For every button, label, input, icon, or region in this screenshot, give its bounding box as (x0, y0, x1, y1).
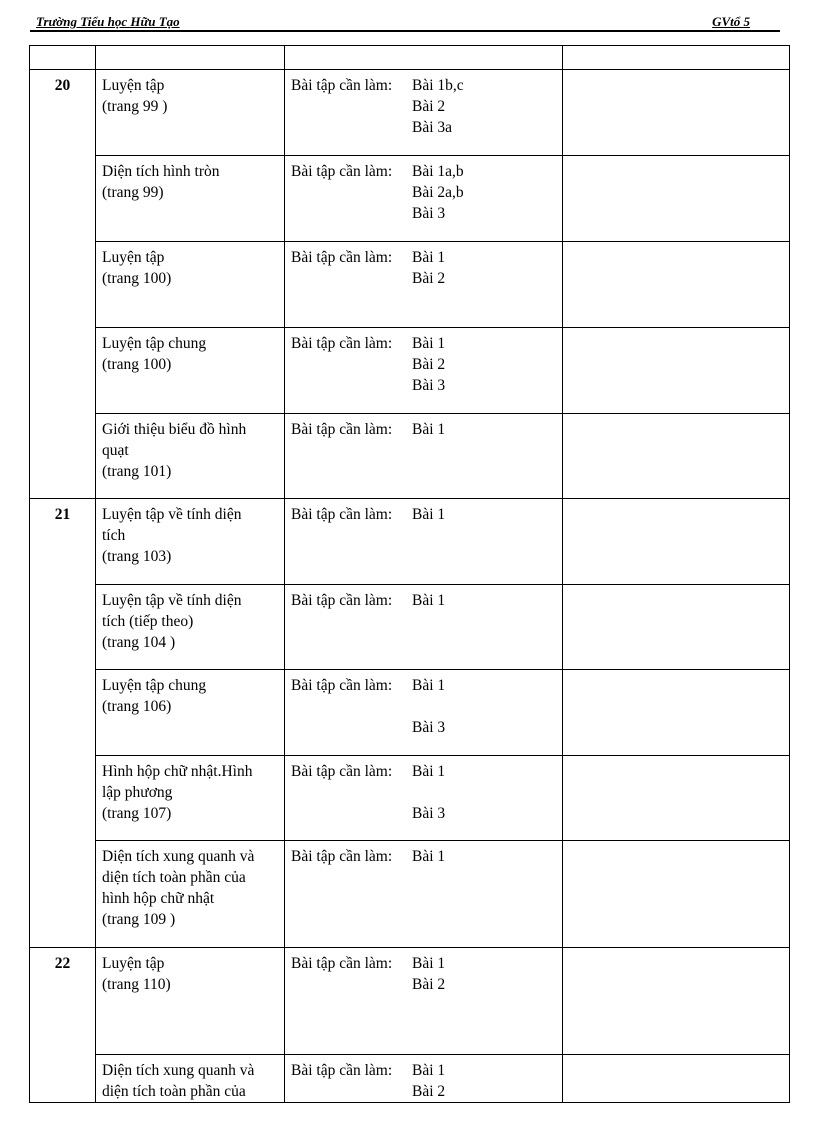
lesson-title-line: (trang 103) (102, 548, 172, 565)
lesson-title-line: Luyện tập về tính diện (102, 592, 242, 609)
required-exercises (285, 414, 563, 499)
required-exercises (285, 242, 563, 328)
required-exercises (285, 499, 563, 585)
notes-cell (563, 328, 790, 414)
notes-cell (563, 414, 790, 499)
required-exercises (285, 70, 563, 156)
lesson-title-line: tích (102, 527, 126, 544)
exercise-label: Bài tập cần làm: (291, 249, 393, 266)
lesson-title-line: quạt (102, 442, 129, 459)
lesson-title (96, 670, 285, 756)
table-row (30, 948, 790, 1055)
exercise-label: Bài tập cần làm: (291, 1062, 393, 1079)
lesson-title (96, 1055, 285, 1103)
lesson-title-line: Luyện tập (102, 249, 165, 266)
table-row (30, 156, 790, 242)
table-row (30, 242, 790, 328)
exercise-list (412, 761, 445, 824)
lesson-title (96, 585, 285, 670)
exercise-item: Bài 1 (412, 506, 446, 523)
table-header-row (30, 46, 790, 70)
exercise-list (412, 419, 445, 440)
lesson-title-line: (trang 100) (102, 270, 172, 287)
exercise-list (412, 333, 445, 396)
exercise-item: Bài 1b,c (412, 77, 464, 94)
exercise-label: Bài tập cần làm: (291, 335, 393, 352)
required-exercises (285, 756, 563, 841)
lesson-title-line: (trang 99 ) (102, 98, 168, 115)
header-cell (96, 46, 285, 70)
lesson-title (96, 242, 285, 328)
lesson-title (96, 841, 285, 948)
lesson-title-line: diện tích toàn phần của (102, 869, 246, 886)
week-number: 20 (30, 70, 96, 499)
lesson-title (96, 499, 285, 585)
exercise-item: Bài 2 (412, 98, 446, 115)
exercise-item: Bài 1 (412, 335, 446, 352)
notes-cell (563, 70, 790, 156)
exercise-item: Bài 2a,b (412, 184, 464, 201)
lesson-title-line: Hình hộp chữ nhật.Hình (102, 763, 253, 780)
lesson-title (96, 328, 285, 414)
exercise-item: Bài 3 (412, 805, 446, 822)
lesson-title-line: Luyện tập (102, 955, 165, 972)
lesson-title-line: Giới thiệu biểu đồ hình (102, 421, 247, 438)
exercise-item: Bài 1 (412, 955, 446, 972)
exercise-list (412, 161, 464, 224)
notes-cell (563, 156, 790, 242)
header-cell (563, 46, 790, 70)
exercise-item: Bài 1 (412, 677, 446, 694)
lesson-title (96, 156, 285, 242)
lesson-title-line: tích (tiếp theo) (102, 613, 194, 630)
table-row (30, 1055, 790, 1103)
exercise-label: Bài tập cần làm: (291, 848, 393, 865)
exercise-item: Bài 1 (412, 592, 446, 609)
exercise-item: Bài 2 (412, 1083, 446, 1100)
exercise-item: Bài 2 (412, 976, 446, 993)
required-exercises (285, 585, 563, 670)
notes-cell (563, 841, 790, 948)
exercise-item: Bài 3a (412, 119, 453, 136)
exercise-item: Bài 3 (412, 719, 446, 736)
lesson-title-line: Luyện tập chung (102, 335, 207, 352)
header-cell (285, 46, 563, 70)
lesson-title (96, 70, 285, 156)
exercise-label: Bài tập cần làm: (291, 763, 393, 780)
notes-cell (563, 1055, 790, 1103)
notes-cell (563, 948, 790, 1055)
lesson-title-line: Diện tích xung quanh và (102, 1062, 255, 1079)
exercise-list (412, 846, 445, 867)
exercise-item: Bài 1 (412, 1062, 446, 1079)
exercise-label: Bài tập cần làm: (291, 77, 393, 94)
exercise-list (412, 504, 445, 525)
required-exercises (285, 670, 563, 756)
lesson-title (96, 948, 285, 1055)
required-exercises (285, 948, 563, 1055)
lesson-title-line: (trang 104 ) (102, 634, 176, 651)
lesson-title-line: (trang 101) (102, 463, 172, 480)
table-row (30, 414, 790, 499)
exercise-item: Bài 1a,b (412, 163, 464, 180)
table-row (30, 499, 790, 585)
lesson-title-line: Luyện tập chung (102, 677, 207, 694)
lesson-title-line: Luyện tập về tính diện (102, 506, 242, 523)
notes-cell (563, 585, 790, 670)
lesson-title-line: (trang 99) (102, 184, 164, 201)
exercise-label: Bài tập cần làm: (291, 163, 393, 180)
lesson-title-line: diện tích toàn phần của (102, 1083, 246, 1100)
exercise-item (412, 696, 445, 717)
week-number: 22 (30, 948, 96, 1103)
exercise-item: Bài 1 (412, 249, 446, 266)
exercise-list (412, 590, 445, 611)
curriculum-table (29, 45, 790, 1103)
table-row (30, 756, 790, 841)
table-row (30, 585, 790, 670)
lesson-title-line: (trang 107) (102, 805, 172, 822)
lesson-title-line: Diện tích hình tròn (102, 163, 220, 180)
exercise-list (412, 1060, 445, 1102)
lesson-title-line: (trang 109 ) (102, 911, 176, 928)
lesson-title-line: lập phương (102, 784, 173, 801)
table-row (30, 670, 790, 756)
table-row (30, 70, 790, 156)
exercise-label: Bài tập cần làm: (291, 506, 393, 523)
required-exercises (285, 841, 563, 948)
exercise-label: Bài tập cần làm: (291, 592, 393, 609)
notes-cell (563, 756, 790, 841)
exercise-item: Bài 2 (412, 356, 446, 373)
notes-cell (563, 499, 790, 585)
lesson-title (96, 756, 285, 841)
exercise-item: Bài 1 (412, 763, 446, 780)
exercise-item: Bài 3 (412, 205, 446, 222)
lesson-title-line: (trang 106) (102, 698, 172, 715)
teacher-group: GVtổ 5 (712, 14, 750, 29)
required-exercises (285, 156, 563, 242)
required-exercises (285, 1055, 563, 1103)
exercise-item: Bài 1 (412, 848, 446, 865)
exercise-label: Bài tập cần làm: (291, 421, 393, 438)
required-exercises (285, 328, 563, 414)
school-name: Trường Tiểu học Hữu Tạo (36, 14, 180, 29)
lesson-title-line: Diện tích xung quanh và (102, 848, 255, 865)
header-cell (30, 46, 96, 70)
exercise-item (412, 782, 445, 803)
lesson-title-line: hình hộp chữ nhật (102, 890, 215, 907)
exercise-item: Bài 2 (412, 270, 446, 287)
exercise-list (412, 675, 445, 738)
table-row (30, 328, 790, 414)
notes-cell (563, 670, 790, 756)
lesson-title-line: (trang 100) (102, 356, 172, 373)
page-header (30, 12, 780, 32)
exercise-list (412, 247, 445, 289)
exercise-item: Bài 1 (412, 421, 446, 438)
week-number: 21 (30, 499, 96, 948)
exercise-item: Bài 3 (412, 377, 446, 394)
exercise-label: Bài tập cần làm: (291, 677, 393, 694)
exercise-label: Bài tập cần làm: (291, 955, 393, 972)
lesson-title (96, 414, 285, 499)
lesson-title-line: (trang 110) (102, 976, 171, 993)
exercise-list (412, 953, 445, 995)
table-row (30, 841, 790, 948)
notes-cell (563, 242, 790, 328)
exercise-list (412, 75, 464, 138)
lesson-title-line: Luyện tập (102, 77, 165, 94)
